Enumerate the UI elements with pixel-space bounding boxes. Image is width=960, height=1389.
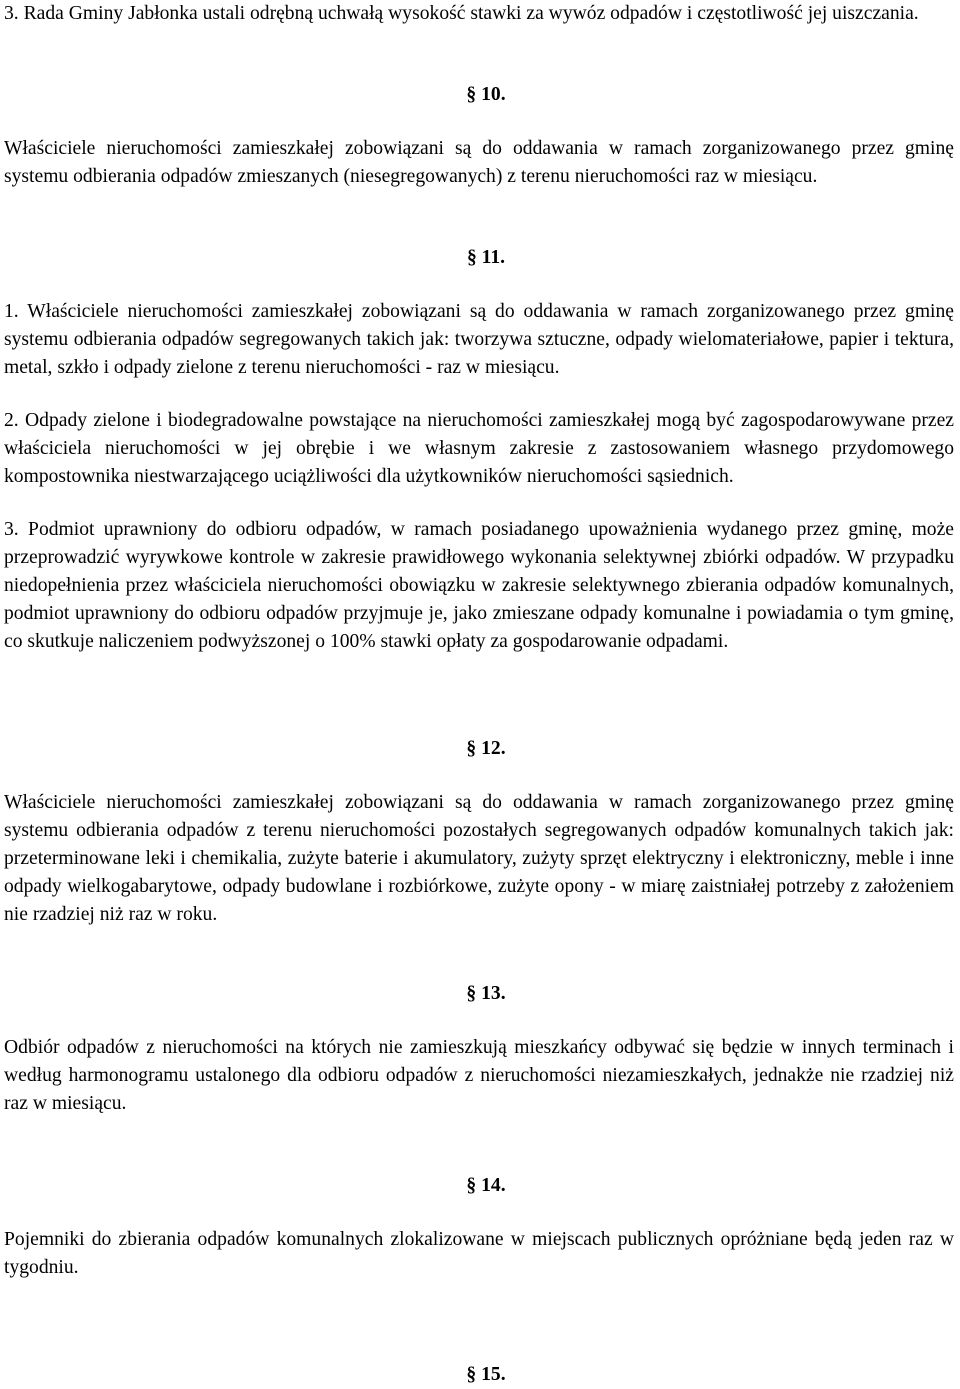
section-heading-11 <box>0 244 960 272</box>
section-11-paragraph-3: 3. Podmiot uprawniony do odbioru odpadów, w ramach posiadanego upoważnienia wydanego przez gminę, może przeprowadzić wyrywkowe kontrole w zakresie prawidłowego wykonania selektywnej zbiórki odpadów. W przypadku niedopełnienia przez właściciela nieruchomości obowiązku w zakresie selektywnego zbierania odpadów komunalnych, podmiot uprawniony do odbioru odpadów przyjmuje je, jako zmieszane odpady komunalne i powiadamia o tym gminę, co skutkuje naliczeniem podwyższonej o 100% stawki opłaty za gospodarowanie odpadami. <box>4 519 954 652</box>
section-heading-13-text: § 13. <box>466 983 506 1004</box>
section-heading-10 <box>0 81 960 109</box>
section-heading-12 <box>0 735 960 763</box>
section-12-paragraph: Właściciele nieruchomości zamieszkałej zobowiązani są do oddawania w ramach zorganizowanego przez gminę systemu odbierania odpadów z terenu nieruchomości pozostałych segregowanych odpadów komunalnych takich jak: przeterminowane leki i chemikalia, zużyte baterie i akumulatory, zużyty sprzęt elektryczny i elektroniczny, meble i inne odpady wielkogabarytowe, odpady budowlane i rozbiórkowe, zużyte opony - w miarę zaistniałej potrzeby z założeniem nie rzadziej niż raz w roku. <box>4 792 954 925</box>
section-13-paragraph: Odbiór odpadów z nieruchomości na których nie zamieszkują mieszkańcy odbywać się będzie w innych terminach i według harmonogramu ustalonego dla odbioru odpadów z nieruchomości niezamieszkałych, jednakże nie rzadziej niż raz w miesiącu. <box>4 1037 954 1114</box>
paragraph-item-3: 3. Rada Gminy Jabłonka ustali odrębną uchwałą wysokość stawki za wywóz odpadów i częstotliwość jej uiszczania. <box>4 3 919 24</box>
section-14-paragraph: Pojemniki do zbierania odpadów komunalnych zlokalizowane w miejscach publicznych opróżniane będą jeden raz w tygodniu. <box>4 1229 954 1278</box>
section-heading-14-text: § 14. <box>466 1175 506 1196</box>
section-11-paragraph-1: 1. Właściciele nieruchomości zamieszkałej zobowiązani są do oddawania w ramach zorganizowanego przez gminę systemu odbierania odpadów segregowanych takich jak: tworzywa sztuczne, odpady wielomateriałowe, papier i tektura, metal, szkło i odpady zielone z terenu nieruchomości - raz w miesiącu. <box>4 301 954 378</box>
section-heading-15-text: § 15. <box>466 1364 506 1385</box>
section-11-paragraph-2: 2. Odpady zielone i biodegradowalne powstające na nieruchomości zamieszkałej mogą być zagospodarowywane przez właściciela nieruchomości w jej obrębie i we własnym zakresie z zastosowaniem własnego przydomowego kompostownika niestwarzającego uciążliwości dla użytkowników nieruchomości sąsiednich. <box>4 410 954 487</box>
section-heading-13 <box>0 980 960 1008</box>
section-10-paragraph: Właściciele nieruchomości zamieszkałej zobowiązani są do oddawania w ramach zorganizowanego przez gminę systemu odbierania odpadów zmieszanych (niesegregowanych) z terenu nieruchomości raz w miesiącu. <box>4 138 954 187</box>
section-heading-15 <box>0 1361 960 1389</box>
section-heading-14 <box>0 1172 960 1200</box>
section-heading-11-text: § 11. <box>466 247 506 268</box>
section-heading-10-text: § 10. <box>466 84 506 105</box>
section-heading-12-text: § 12. <box>466 738 506 759</box>
